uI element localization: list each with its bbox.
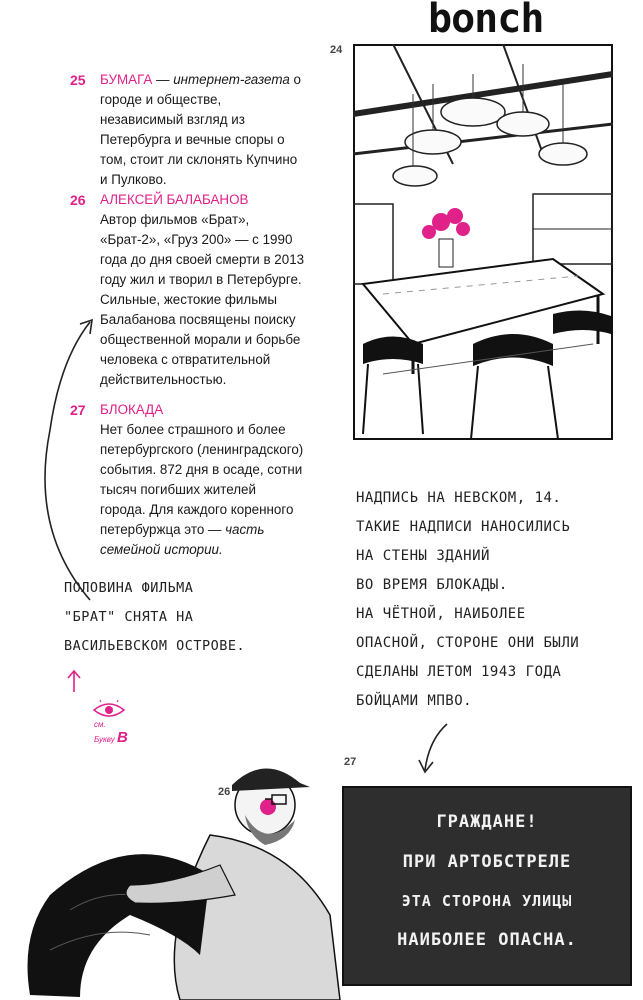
entry-italic: часть семейной истории. — [100, 522, 265, 557]
entry-blokada — [70, 400, 305, 560]
note-line: ПОЛОВИНА ФИЛЬМА — [64, 580, 194, 596]
handwritten-note-right — [356, 484, 579, 716]
figure-number-24: 24 — [330, 44, 343, 56]
see-book-label: Букву — [94, 735, 115, 744]
down-arrow-icon — [415, 720, 455, 776]
balabanov-illustration — [10, 735, 350, 1000]
sign-line: НАИБОЛЕЕ ОПАСНА. — [397, 930, 577, 950]
see-label: см. — [94, 720, 106, 729]
entry-title: БЛОКАДА — [100, 402, 164, 417]
note-line: ОПАСНОЙ, СТОРОНЕ ОНИ БЫЛИ — [356, 635, 580, 651]
see-letter: В — [116, 729, 128, 746]
entry-text — [100, 70, 305, 190]
note-line: НАДПИСЬ НА НЕВСКОМ, 14. — [356, 490, 562, 506]
bonch-logo: bonch — [428, 0, 544, 42]
note-line: СДЕЛАНЫ ЛЕТОМ 1943 ГОДА — [356, 664, 562, 680]
entry-title: БУМАГА — [100, 72, 153, 87]
entry-number: 27 — [70, 402, 86, 418]
entry-number: 25 — [70, 72, 86, 88]
sign-line: ГРАЖДАНЕ! — [436, 812, 538, 832]
entry-body: Автор фильмов «Брат», «Брат-2», «Груз 200» — с 1990 года до дня своей смерти в 2013 году жил и творил в Петербурге. Сильные, жестокие фильмы Балабанова посвящены поиску общественной морали и борьбе человека с отвратительной действительностью. — [100, 212, 305, 387]
entry-number: 26 — [70, 192, 86, 208]
entry-title: АЛЕКСЕЙ БАЛАБАНОВ — [100, 192, 249, 207]
entry-balabanov — [70, 190, 305, 390]
note-line: НА СТЕНЫ ЗДАНИЙ — [356, 548, 490, 564]
restaurant-illustration — [353, 44, 613, 440]
blockade-sign — [342, 786, 632, 986]
note-line: БОЙЦАМИ МПВО. — [356, 693, 473, 709]
eye-icon — [92, 700, 126, 720]
entry-text — [100, 400, 305, 560]
pink-arrow-icon — [64, 668, 84, 694]
figure-number-26: 26 — [218, 786, 231, 798]
sign-line: ПРИ АРТОБСТРЕЛЕ — [402, 852, 572, 872]
entry-italic: интернет-газета — [173, 72, 290, 87]
entry-body: Нет более страшного и более петербургского (ленинградского) события. 872 дня в осаде, сотни тысяч погибших жителей города. Для каждого коренного петербуржца это — — [100, 422, 304, 537]
note-line: ТАКИЕ НАДПИСИ НАНОСИЛИСЬ — [356, 519, 571, 535]
note-line: ВАСИЛЬЕВСКОМ ОСТРОВЕ. — [64, 638, 246, 654]
note-line: НА ЧЁТНОЙ, НАИБОЛЕЕ — [356, 606, 526, 622]
note-line: ВО ВРЕМЯ БЛОКАДЫ. — [356, 577, 508, 593]
note-line: "БРАТ" СНЯТА НА — [64, 609, 194, 625]
curved-arrow-icon — [30, 310, 120, 610]
sign-line: ЭТА СТОРОНА УЛИЦЫ — [401, 892, 573, 910]
entry-text — [100, 190, 305, 390]
entry-body: о городе и обществе, независимый взгляд из Петербурга и вечные споры о том, стоит ли склонять Купчино и Пулково. — [100, 72, 301, 187]
entry-bumaga — [70, 70, 305, 190]
dash: — — [152, 72, 174, 87]
figure-number-27: 27 — [344, 756, 357, 768]
